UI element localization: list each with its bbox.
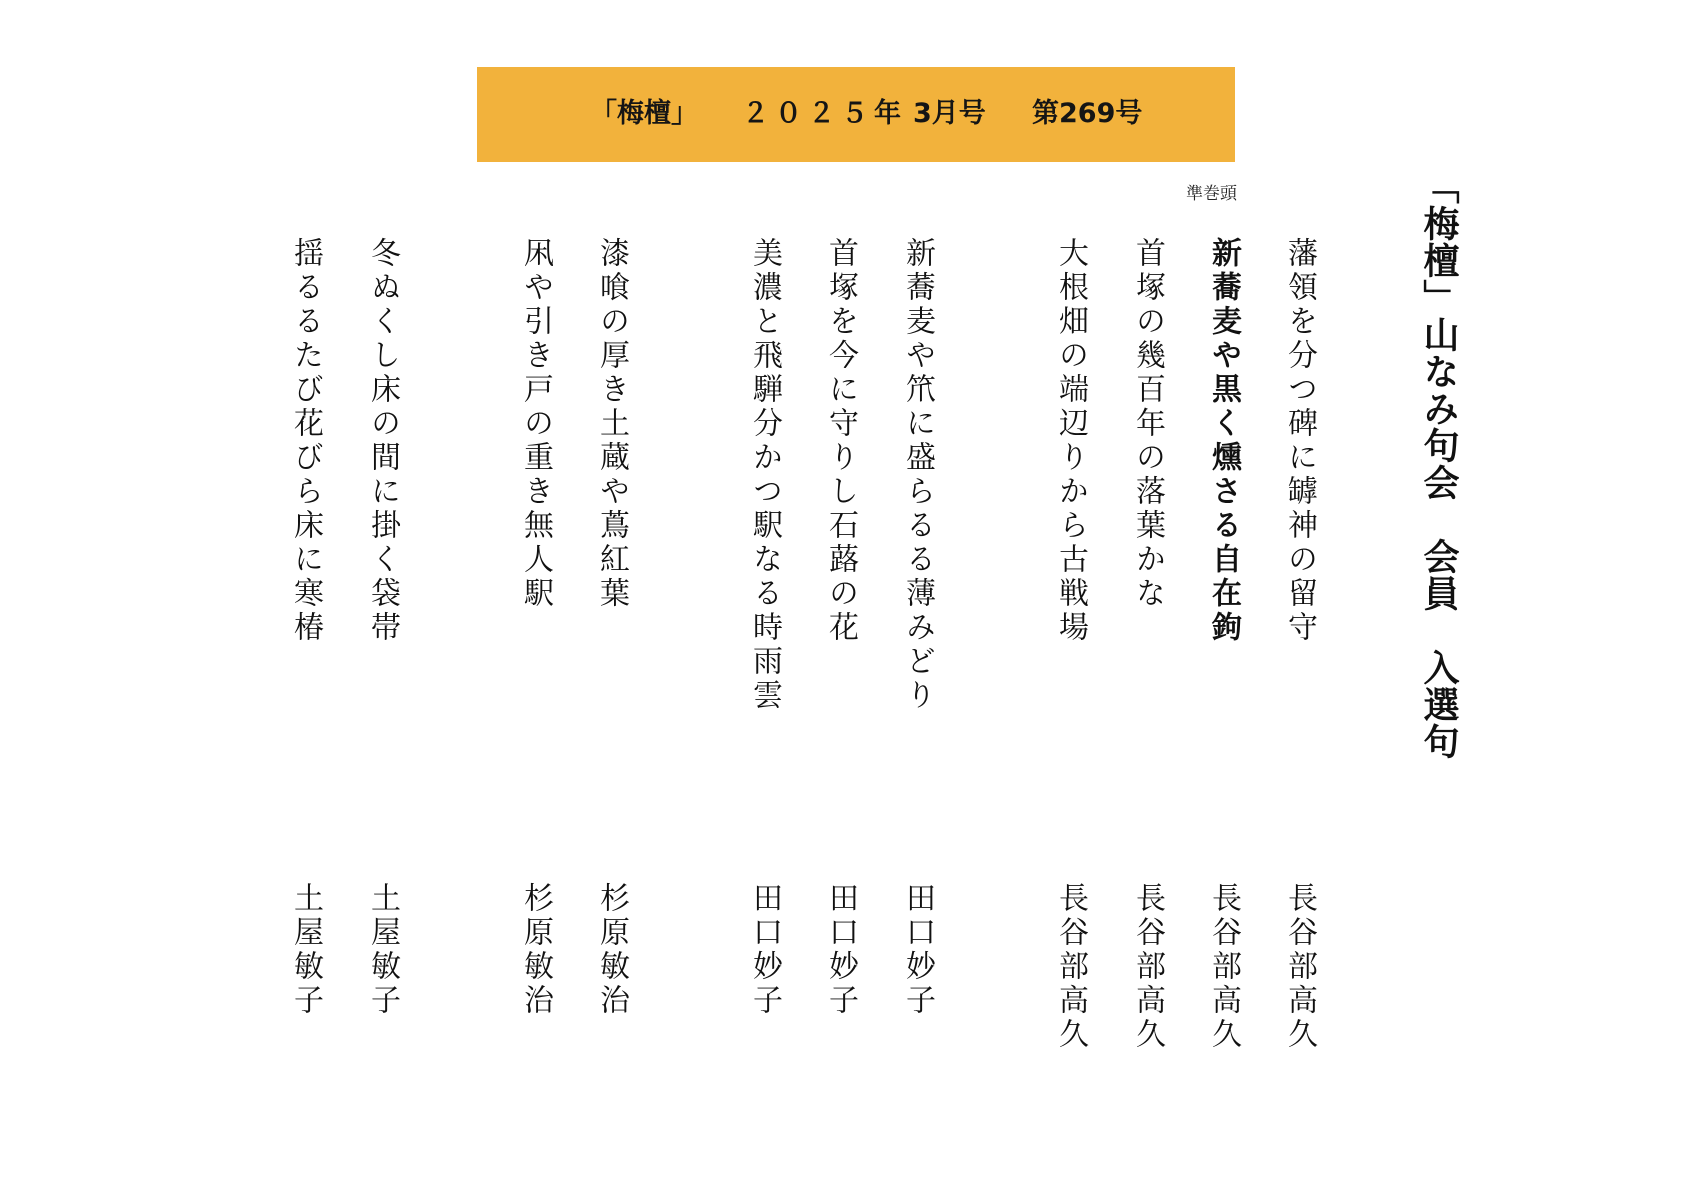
author-7: 田口妙子 bbox=[747, 882, 782, 1018]
issue-year: ２０２５年 bbox=[742, 98, 907, 129]
issue-number: 第269号 bbox=[1032, 98, 1143, 129]
author-2: 長谷部高久 bbox=[1206, 882, 1241, 1052]
header-banner bbox=[477, 67, 1235, 162]
author-10: 土屋敏子 bbox=[365, 882, 400, 1018]
poem-8: 漆喰の厚き土蔵や蔦紅葉 bbox=[594, 237, 629, 611]
author-1: 長谷部高久 bbox=[1282, 882, 1317, 1052]
issue-month: 3月号 bbox=[913, 98, 986, 129]
featured-label: 準巻頭 bbox=[1186, 184, 1237, 204]
poem-9: 凩や引き戸の重き無人駅 bbox=[518, 237, 553, 611]
poem-3: 首塚の幾百年の落葉かな bbox=[1130, 237, 1165, 611]
author-3: 長谷部高久 bbox=[1130, 882, 1165, 1052]
poem-7: 美濃と飛騨分かつ駅なる時雨雲 bbox=[747, 237, 782, 713]
poem-5: 新蕎麦や笊に盛らるる薄みどり bbox=[900, 237, 935, 713]
author-5: 田口妙子 bbox=[900, 882, 935, 1018]
author-9: 杉原敏治 bbox=[518, 882, 553, 1018]
author-8: 杉原敏治 bbox=[594, 882, 629, 1018]
page-title: 「梅檀」山なみ句会 会員 入選句 bbox=[1418, 168, 1459, 760]
author-6: 田口妙子 bbox=[823, 882, 858, 1018]
poem-1: 藩領を分つ碑に罅神の留守 bbox=[1282, 237, 1317, 645]
poem-4: 大根畑の端辺りから古戦場 bbox=[1053, 237, 1088, 645]
poem-11: 揺るるたび花びら床に寒椿 bbox=[288, 237, 323, 645]
poem-2-featured: 新蕎麦や黒く燻さる自在鉤 bbox=[1206, 237, 1241, 645]
poem-6: 首塚を今に守りし石蕗の花 bbox=[823, 237, 858, 645]
publication-name: 「梅檀」 bbox=[590, 98, 698, 129]
author-11: 土屋敏子 bbox=[288, 882, 323, 1018]
poem-10: 冬ぬくし床の間に掛く袋帯 bbox=[365, 237, 400, 645]
author-4: 長谷部高久 bbox=[1053, 882, 1088, 1052]
